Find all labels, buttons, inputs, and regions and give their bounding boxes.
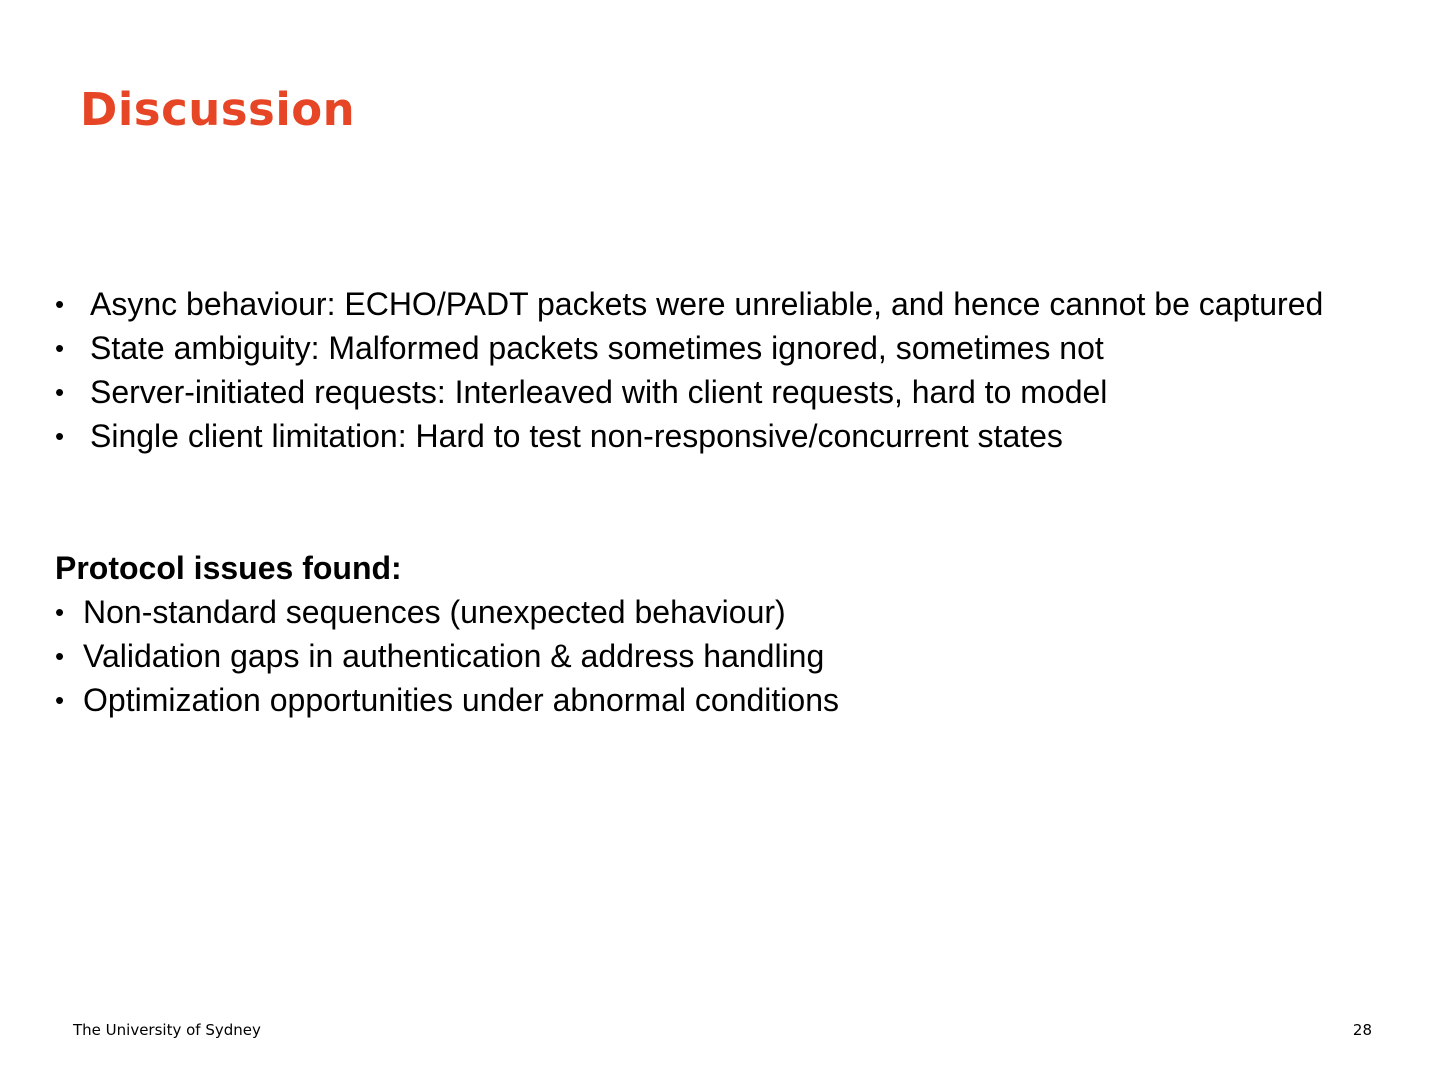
page-number: 28 bbox=[1352, 1021, 1372, 1039]
bullet-icon: • bbox=[55, 685, 65, 715]
slide-title: Discussion bbox=[80, 83, 356, 136]
issue-text: Non-standard sequences (unexpected behaviour) bbox=[83, 594, 786, 630]
issue-text: Validation gaps in authentication & address handling bbox=[83, 638, 825, 674]
bullet-icon: • bbox=[55, 289, 65, 319]
issues-bullet-list bbox=[55, 590, 1375, 722]
list-item bbox=[55, 414, 1375, 458]
discussion-bullet-list bbox=[55, 282, 1375, 458]
list-item bbox=[55, 590, 1375, 634]
list-item bbox=[55, 678, 1375, 722]
list-item bbox=[55, 370, 1375, 414]
bullet-text: Server-initiated requests: Interleaved with client requests, hard to model bbox=[90, 374, 1108, 410]
bullet-icon: • bbox=[55, 421, 65, 451]
bullet-text: Single client limitation: Hard to test non-responsive/concurrent states bbox=[90, 418, 1063, 454]
bullet-icon: • bbox=[55, 377, 65, 407]
footer-organization: The University of Sydney bbox=[73, 1021, 261, 1039]
issue-text: Optimization opportunities under abnormal conditions bbox=[83, 682, 839, 718]
bullet-icon: • bbox=[55, 641, 65, 671]
bullet-icon: • bbox=[55, 597, 65, 627]
list-item bbox=[55, 282, 1375, 326]
bullet-text: Async behaviour: ECHO/PADT packets were unreliable, and hence cannot be captured bbox=[90, 286, 1324, 322]
bullet-text: State ambiguity: Malformed packets sometimes ignored, sometimes not bbox=[90, 330, 1104, 366]
issues-heading: Protocol issues found: bbox=[55, 550, 402, 586]
bullet-icon: • bbox=[55, 333, 65, 363]
list-item bbox=[55, 634, 1375, 678]
list-item bbox=[55, 326, 1375, 370]
